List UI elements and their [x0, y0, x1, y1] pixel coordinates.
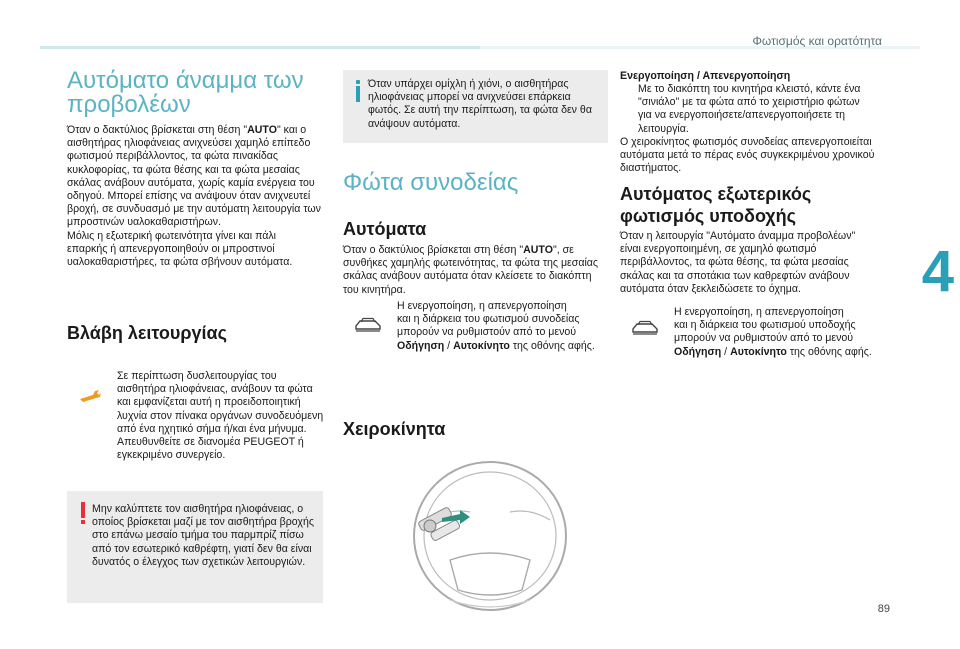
toggle-line: λειτουργία.: [638, 122, 689, 135]
info-text: [368, 78, 604, 131]
escort-settings-note: [397, 300, 611, 353]
toggle-line: για να ενεργοποιήσετε/απενεργοποιήσετε τη: [638, 109, 846, 122]
title-auto-headlamps-2: προβολέων: [67, 91, 191, 118]
auto-headlamps-intro: [67, 124, 329, 269]
intro-line: Όταν ο δακτύλιος βρίσκεται στη θέση "AUTO" και ο: [67, 124, 307, 136]
note-line: Η ενεργοποίηση, η απενεργοποίηση: [397, 300, 567, 312]
welcome-line: σκάλας και τα σποτάκια των καθρεφτών ανάβουν: [620, 269, 850, 282]
info-line: Όταν υπάρχει ομίχλη ή χιόνι, ο αισθητήρας: [368, 78, 569, 90]
note-line: και η διάρκεια του φωτισμού συνοδείας: [397, 313, 580, 326]
info-line: ανάψουν αυτόματα.: [368, 117, 461, 130]
note-line: και η διάρκεια του φωτισμού υποδοχής: [674, 319, 856, 332]
welcome-settings-note: [674, 306, 888, 359]
toggle-line: "σινιάλο" με τα φώτα από το χειριστήριο φώτων: [638, 96, 860, 109]
welcome-line: είναι ενεργοποιημένη, σε χαμηλό φωτισμό: [620, 243, 817, 256]
welcome-text: [620, 230, 886, 296]
note-line: Η ενεργοποίηση, η απενεργοποίηση: [674, 306, 844, 318]
malfunction-text: [117, 370, 329, 462]
warning-line: Μην καλύπτετε τον αισθητήρα ηλιοφάνειας, ο: [92, 503, 304, 515]
intro-line: κυκλοφορίας, τα φώτα θέσης και τα φώτα μεσαίας: [67, 163, 300, 176]
header-rule: [40, 46, 480, 49]
malfunction-line: Σε περίπτωση δυσλειτουργίας του: [117, 370, 277, 382]
intro-line: βροχή, σε συνδυασμό με την αυτόματη λειτουργία των: [67, 203, 321, 216]
intro-line: Μόλις η εξωτερική φωτεινότητα γίνει και πάλι: [67, 229, 277, 242]
menu-vehicle: Αυτοκίνητο: [730, 345, 787, 358]
auto-title: Αυτόματα: [343, 219, 427, 239]
note-line: Οδήγηση / Αυτοκίνητο της οθόνης αφής.: [674, 345, 872, 358]
toggle-after-line: αυτόματα μετά το πέρας ενός συγκεκριμένου χρονικού: [620, 149, 875, 162]
menu-driving: Οδήγηση: [397, 339, 445, 352]
note-line: μπορούν να ρυθμιστούν από το μενού: [674, 332, 854, 345]
malfunction-line: λυχνία στον πίνακα οργάνων συνοδευόμενη: [117, 409, 324, 422]
warning-line: δυνατός ο έλεγχος των σχετικών λειτουργιών.: [92, 555, 306, 568]
title-auto-headlamps-1: Αυτόματο άναμμα των: [67, 67, 304, 94]
note-line: μπορούν να ρυθμιστούν από το μενού: [397, 326, 577, 339]
welcome-title-2: φωτισμός υποδοχής: [620, 206, 797, 226]
manual-title: Χειροκίνητα: [343, 419, 446, 439]
info-line: φωτός. Σε αυτή την περίπτωση, τα φώτα δεν θα: [368, 104, 592, 117]
welcome-line: Όταν η λειτουργία "Αυτόματο άναμμα προβολέων": [620, 230, 856, 242]
warning-line: στο επάνω μεσαίο τμήμα του παρμπρίζ πίσω: [92, 529, 304, 542]
auto-text: [343, 244, 611, 297]
intro-line: υαλοκαθαριστήρες, τα φώτα σβήνουν αυτόματα.: [67, 256, 293, 269]
chapter-number: 4: [921, 239, 954, 304]
toggle-title: Ενεργοποίηση / Απενεργοποίηση: [620, 70, 791, 82]
auto-line: Όταν ο δακτύλιος βρίσκεται στη θέση "AUTO", σε: [343, 244, 574, 256]
toggle-after-line: διαστήματος.: [620, 162, 682, 175]
info-line: ηλιοφάνειας μπορεί να ανιχνεύσει επάρκεια: [368, 91, 571, 104]
welcome-line: αυτόματα όταν ξεκλειδώσετε το όχημα.: [620, 282, 801, 295]
intro-line: φωτισμού περιβάλλοντος, τα φώτα πινακίδας: [67, 150, 279, 163]
malfunction-title: Βλάβη λειτουργίας: [67, 323, 227, 343]
warning-icon: [80, 502, 86, 524]
section-header: Φωτισμός και ορατότητα: [752, 34, 882, 48]
car-icon: [630, 320, 660, 338]
intro-line: επαρκής ή απενεργοποιηθούν οι μπροστινοί: [67, 242, 275, 255]
auto-line: συνθήκες χαμηλής φωτεινότητας, τα φώτα της μεσαίας: [343, 257, 599, 270]
warning-text: [92, 503, 320, 569]
intro-line: σκάλας ανάβουν αυτόματα, χωρίς καμία ενέργεια του: [67, 176, 315, 189]
menu-vehicle: Αυτοκίνητο: [453, 339, 510, 352]
warning-line: οποίος βρίσκεται μαζί με τον αισθητήρα βροχής: [92, 516, 314, 529]
malfunction-line: αισθητήρα ηλιοφάνειας, ανάβουν τα φώτα: [117, 383, 313, 396]
page-number: 89: [877, 603, 890, 615]
auto-line: του κινητήρα.: [343, 283, 406, 296]
wrench-icon: [78, 389, 102, 403]
intro-line: αισθητήρας ηλιοφάνειας ανιχνεύσει χαμηλό επίπεδο: [67, 137, 311, 150]
auto-line: σκάλας ανάβουν αυτόματα όταν κλείσετε το διακόπτη: [343, 270, 592, 283]
steering-wheel-illustration: [390, 450, 570, 618]
toggle-text: [638, 83, 884, 136]
malfunction-line: Απευθυνθείτε σε διανομέα PEUGEOT ή: [117, 436, 304, 449]
menu-driving: Οδήγηση: [674, 345, 722, 358]
toggle-line: Με το διακόπτη του κινητήρα κλειστό, κάντε ένα: [638, 83, 861, 95]
intro-line: οδηγού. Μπορεί επίσης να ανάψουν όταν ανιχνευτεί: [67, 190, 311, 203]
malfunction-line: εγκεκριμένο συνεργείο.: [117, 449, 226, 462]
welcome-title-1: Αυτόματος εξωτερικός: [620, 184, 812, 204]
note-line: Οδήγηση / Αυτοκίνητο της οθόνης αφής.: [397, 339, 595, 352]
warning-line: από τον εσωτερικό καθρέφτη, γιατί δεν θα είναι: [92, 542, 312, 555]
title-escort-lights: Φώτα συνοδείας: [343, 169, 519, 196]
intro-line: μπροστινών υαλοκαθαριστήρων.: [67, 216, 222, 229]
toggle-after: [620, 136, 886, 176]
malfunction-line: από ένα ηχητικό σήμα ή/και ένα μήνυμα.: [117, 422, 307, 435]
malfunction-line: και εμφανίζεται αυτή η προειδοποιητική: [117, 396, 301, 409]
car-icon: [353, 317, 383, 335]
info-icon: [355, 80, 361, 102]
toggle-after-line: Ο χειροκίνητος φωτισμός συνοδείας απενεργοποιείται: [620, 136, 872, 148]
welcome-line: περιβάλλοντος, τα φώτα θέσης, τα φώτα μεσαίας: [620, 256, 849, 269]
